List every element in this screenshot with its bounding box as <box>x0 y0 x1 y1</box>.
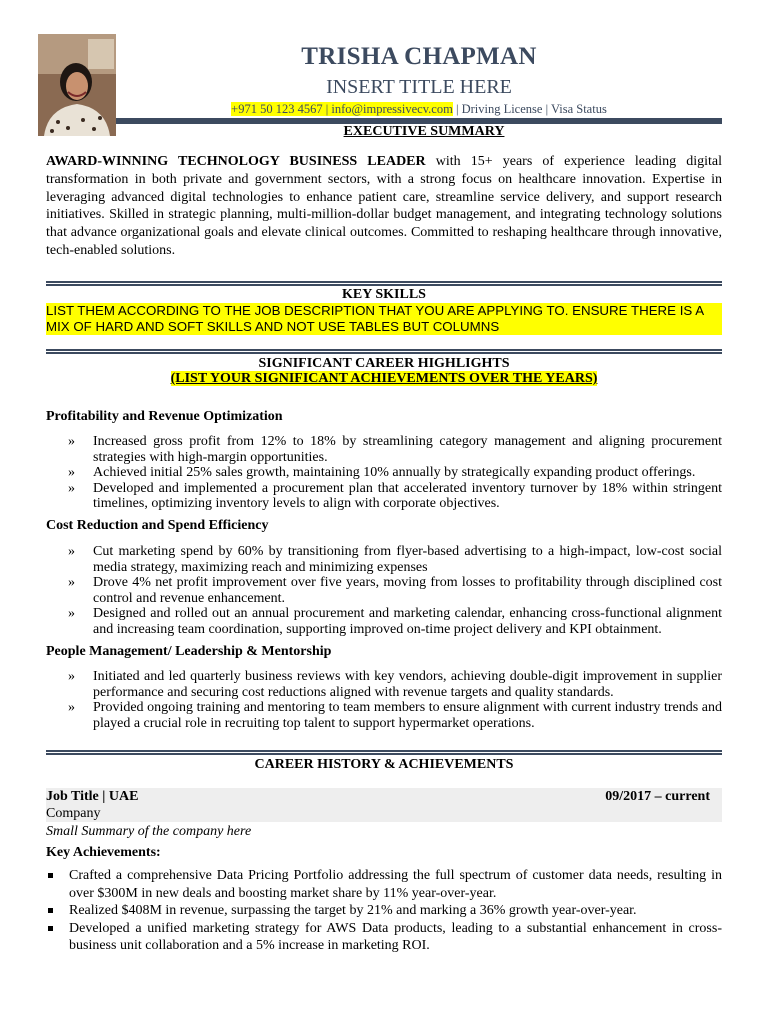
list-item-text: Increased gross profit from 12% to 18% by streamlining category management and aligning procurement strategies with high-margin opportunities. <box>93 434 722 465</box>
list-item <box>46 434 722 465</box>
email-link[interactable]: info@impressivecv.com <box>331 102 453 116</box>
achievement-list <box>46 867 722 955</box>
square-bullet-icon <box>48 926 53 931</box>
job-dates: 09/2017 – current <box>605 789 710 804</box>
list-item <box>46 465 722 481</box>
list-item-text: Drove 4% net profit improvement over five years, moving from losses to profitability through disciplined cost control and revenue enhancement. <box>93 575 722 606</box>
highlight-list <box>46 434 722 512</box>
bullet-marker: » <box>68 606 75 621</box>
list-item <box>46 920 722 955</box>
bullet-marker: » <box>68 465 75 480</box>
contact-separator: | <box>322 102 332 116</box>
highlight-list <box>46 669 722 731</box>
resume-header <box>116 42 722 117</box>
list-item <box>46 544 722 575</box>
highlight-group-title: Profitability and Revenue Optimization <box>46 409 283 424</box>
list-item-text: Developed and implemented a procurement plan that accelerated inventory turnover by 18% within stringent timelines, optimizing inventory levels to align with corporate objectives. <box>93 480 722 511</box>
section-divider <box>46 750 722 755</box>
list-item-text: Crafted a comprehensive Data Pricing Portfolio addressing the full spectrum of customer data needs, resulting in over $300M in new deals and boosting market share by 11% year-over-year. <box>69 868 722 901</box>
highlights-subheading-text: (LIST YOUR SIGNIFICANT ACHIEVEMENTS OVER THE YEARS) <box>170 371 598 386</box>
career-heading: CAREER HISTORY & ACHIEVEMENTS <box>254 757 514 772</box>
bullet-marker: » <box>68 434 75 449</box>
summary-lead: AWARD-WINNING TECHNOLOGY BUSINESS LEADER <box>46 154 426 169</box>
list-item <box>46 606 722 637</box>
executive-summary-heading: EXECUTIVE SUMMARY <box>343 124 505 139</box>
list-item-text: Developed a unified marketing strategy for AWS Data products, leading to a substantial enhancement in cross-business unit collaboration and a 5% increase in marketing ROI. <box>69 920 722 953</box>
key-skills-heading: KEY SKILLS <box>342 287 426 302</box>
candidate-name: TRISHA CHAPMAN <box>301 43 537 70</box>
contact-extra: | Driving License | Visa Status <box>452 102 607 116</box>
list-item <box>46 669 722 700</box>
bullet-marker: » <box>68 575 75 590</box>
list-item <box>46 575 722 606</box>
list-item-text: Realized $408M in revenue, surpassing the target by 21% and marking a 36% growth year-over-year. <box>69 903 637 918</box>
bullet-marker: » <box>68 480 75 496</box>
highlight-group-title: Cost Reduction and Spend Efficiency <box>46 518 269 533</box>
highlights-subheading <box>46 371 722 387</box>
list-item-text: Initiated and led quarterly business reviews with key vendors, achieving double-digit improvement in supplier performance and securing cost reductions aligned with revenue targets and quality standards. <box>93 669 722 700</box>
bullet-marker: » <box>68 700 75 715</box>
job-title: Job Title | UAE <box>46 789 139 804</box>
list-item <box>46 867 722 902</box>
highlight-group-title: People Management/ Leadership & Mentorship <box>46 644 332 659</box>
phone-number: +971 50 123 4567 <box>231 102 323 116</box>
highlights-heading: SIGNIFICANT CAREER HIGHLIGHTS <box>258 356 510 371</box>
job-header <box>46 788 722 822</box>
list-item-text: Designed and rolled out an annual procurement and marketing calendar, enhancing cross-functional alignment and increasing team coordination, supporting improved on-time project delivery and KPI obtainment. <box>93 606 722 637</box>
list-item <box>46 700 722 731</box>
list-item-text: Cut marketing spend by 60% by transitioning from flyer-based advertising to a high-impact, low-cost social media strategy, maximizing reach and minimizing expenses <box>93 544 722 575</box>
key-skills-note: LIST THEM ACCORDING TO THE JOB DESCRIPTION THAT YOU ARE APPLYING TO. ENSURE THERE IS A MIX OF HARD AND SOFT SKILLS AND NOT USE TABLES BUT COLUMNS <box>46 303 722 335</box>
highlight-list <box>46 544 722 637</box>
list-item <box>46 902 722 920</box>
company-name: Company <box>46 806 101 821</box>
square-bullet-icon <box>48 873 53 878</box>
company-summary: Small Summary of the company here <box>46 824 252 839</box>
executive-summary-text <box>46 153 722 260</box>
bullet-marker: » <box>68 669 75 684</box>
list-item-text: Achieved initial 25% sales growth, maintaining 10% annually by strategically expanding product offerings. <box>93 465 696 480</box>
list-item-text: Provided ongoing training and mentoring to team members to ensure alignment with current industry trends and played a crucial role in recruiting top talent to support hypermarket operations. <box>93 700 722 731</box>
summary-body: with 15+ years of experience leading digital transformation in both private and government sectors, with a strong focus on healthcare innovation. Expertise in leveraging advanced digital technologies to enhance patient care, streamline service delivery, and support research initiatives. Skilled in strategic planning, multi-million-dollar budget management, and integrating technology solutions that advance organizational goals and elevate clinical outcomes. Committed to reshaping healthcare through innovative, tech-enabled solutions. <box>46 154 723 258</box>
list-item <box>46 481 722 512</box>
section-divider <box>46 281 722 286</box>
candidate-title: INSERT TITLE HERE <box>326 76 512 98</box>
square-bullet-icon <box>48 908 53 913</box>
profile-photo <box>38 34 116 136</box>
contact-line <box>116 101 722 117</box>
bullet-marker: » <box>68 544 75 559</box>
section-divider <box>46 349 722 354</box>
key-achievements-label: Key Achievements: <box>46 845 161 860</box>
